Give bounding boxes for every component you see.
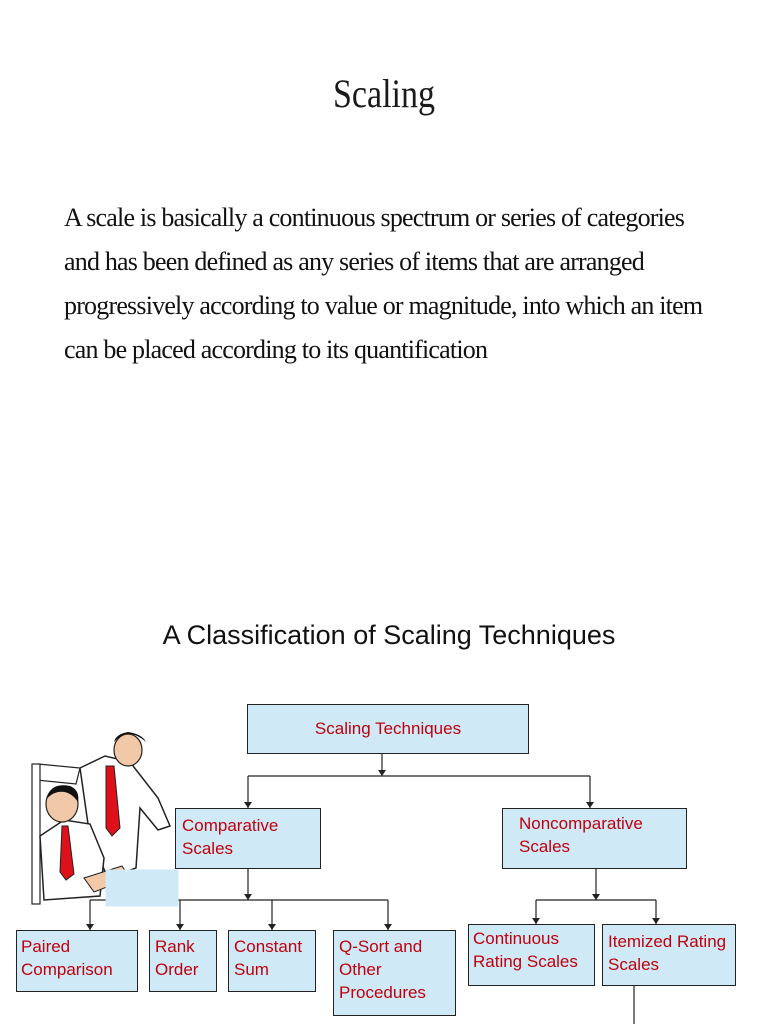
- paired-comparison-label: Paired Comparison: [21, 937, 113, 979]
- rank-order-label: Rank Order: [155, 937, 199, 979]
- noncomparative-scales-label: Noncomparative Scales: [519, 814, 643, 856]
- itemized-rating-scales-box: [602, 924, 736, 986]
- paired-comparison-box: [16, 930, 138, 992]
- continuous-rating-scales-box: [468, 924, 595, 986]
- office-workers-illustration: [30, 728, 180, 910]
- scaling-techniques-label: Scaling Techniques: [314, 719, 462, 738]
- q-sort-label: Q-Sort and Other Procedures: [339, 937, 426, 1002]
- rank-order-box: [149, 930, 217, 992]
- comparative-scales-box: [175, 808, 321, 869]
- section-subtitle: A Classification of Scaling Techniques: [162, 620, 616, 650]
- definition-paragraph: A scale is basically a continuous spectrum or series of categories and has been defined as any series of items that are arranged progressively according to value or magnitude, into which an item can be placed according to its quantification: [64, 203, 703, 364]
- itemized-rating-scales-label: Itemized Rating Scales: [608, 932, 727, 974]
- constant-sum-label: Constant Sum: [234, 937, 303, 979]
- constant-sum-box: [228, 930, 316, 992]
- continuous-rating-scales-label: Continuous Rating Scales: [473, 929, 578, 971]
- comparative-scales-label: Comparative Scales: [182, 816, 279, 858]
- scaling-techniques-box: [247, 704, 529, 754]
- q-sort-box: [333, 930, 456, 1016]
- page-title: Scaling: [332, 71, 435, 116]
- noncomparative-scales-box: [502, 808, 687, 869]
